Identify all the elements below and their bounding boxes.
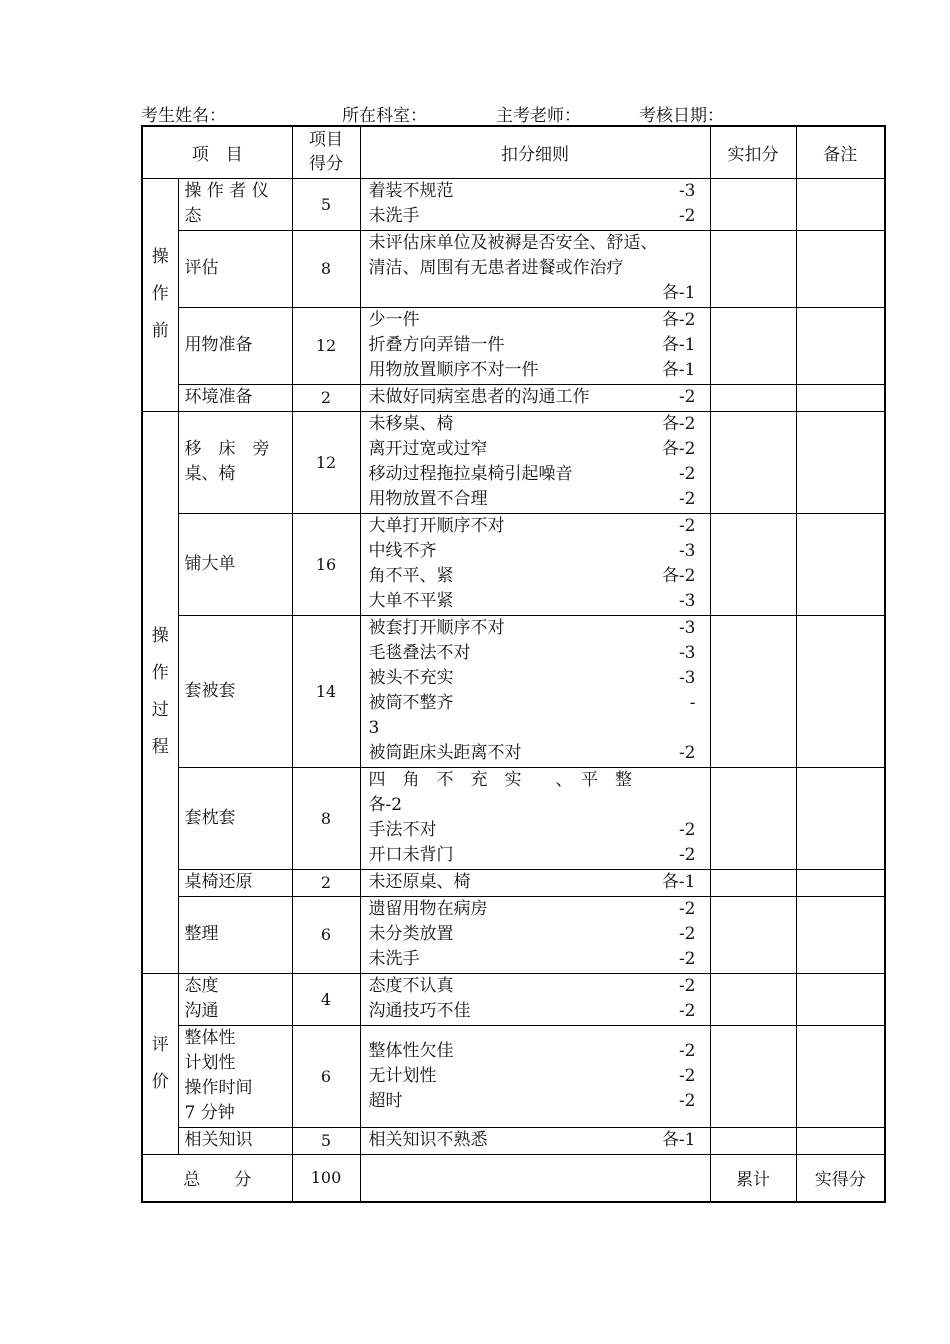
rule-line xyxy=(369,947,702,972)
rule-line xyxy=(369,793,702,818)
rule-deduction: 各-1 xyxy=(661,360,696,380)
section-category-char: 价 xyxy=(151,1071,169,1092)
item-name-line: 套枕套 xyxy=(184,807,236,828)
item-name xyxy=(178,384,292,411)
rule-deduction: -3 xyxy=(678,181,696,201)
header-item: 项 目 xyxy=(142,126,292,178)
rule-deduction: -2 xyxy=(678,820,696,840)
section-category xyxy=(142,411,178,973)
rule-deduction xyxy=(696,256,702,281)
rule-deduction xyxy=(696,793,702,818)
rule-deduction: -3 xyxy=(678,668,696,688)
remarks-cell[interactable] xyxy=(796,178,885,230)
rule-text: 用物放置不合理 xyxy=(368,489,488,509)
item-name-line: 铺大单 xyxy=(184,553,236,574)
rule-deduction: -2 xyxy=(678,387,696,407)
item-name-line: 用物准备 xyxy=(184,335,253,355)
rule-deduction: 各-1 xyxy=(661,335,696,355)
department-label: 所在科室： xyxy=(342,106,427,126)
section-category-char: 前 xyxy=(151,321,169,341)
remarks-cell[interactable] xyxy=(796,384,885,411)
rule-deduction: -2 xyxy=(678,949,696,969)
table-row xyxy=(142,307,885,384)
remarks-cell[interactable] xyxy=(796,1025,885,1127)
section-category-char: 过 xyxy=(151,700,169,720)
rule-deduction: -3 xyxy=(678,618,696,638)
rule-line xyxy=(369,974,702,999)
table-row xyxy=(142,178,885,230)
deduction-rules xyxy=(360,973,710,1025)
item-name-line: 环境准备 xyxy=(184,387,253,407)
rule-deduction: -2 xyxy=(678,845,696,865)
rule-line xyxy=(369,204,702,229)
section-category-char: 操 xyxy=(151,247,169,267)
rule-line xyxy=(369,179,702,204)
rule-deduction: - xyxy=(689,693,696,713)
item-name xyxy=(178,1127,292,1154)
table-header-row xyxy=(142,126,885,178)
item-name-line: 桌椅还原 xyxy=(184,872,253,892)
examiner-label: 主考老师： xyxy=(496,106,581,126)
item-name-line: 评估 xyxy=(184,258,219,278)
rule-line xyxy=(369,437,702,462)
rule-text: 未洗手 xyxy=(368,949,420,969)
total-row xyxy=(142,1154,885,1202)
rule-text: 角不平、紧 xyxy=(368,566,454,586)
rule-text: 开口未背门 xyxy=(368,845,454,865)
remarks-cell[interactable] xyxy=(796,615,885,767)
item-score: 16 xyxy=(292,513,360,615)
item-name-line: 整体性 xyxy=(184,1028,236,1048)
rule-text: 3 xyxy=(368,718,380,738)
section-category-char: 操 xyxy=(151,626,169,646)
deduction-rules xyxy=(360,767,710,869)
rule-line xyxy=(369,308,702,333)
header-actual-deduction: 实扣分 xyxy=(710,126,796,178)
rule-line xyxy=(369,1128,702,1153)
actual-deduction-cell[interactable] xyxy=(710,1025,796,1127)
rule-text: 手法不对 xyxy=(368,820,437,840)
item-name xyxy=(178,411,292,513)
item-name-line: 套被套 xyxy=(184,680,236,701)
rule-deduction: -2 xyxy=(678,976,696,996)
item-name-line: 整理 xyxy=(184,924,219,944)
table-row xyxy=(142,869,885,896)
rule-text: 离开过宽或过窄 xyxy=(368,439,488,459)
rule-text: 沟通技巧不佳 xyxy=(368,1001,471,1021)
rule-line xyxy=(369,922,702,947)
section-category-char: 评 xyxy=(151,1034,169,1055)
deduction-rules xyxy=(360,1025,710,1127)
rule-deduction xyxy=(696,768,702,793)
rule-deduction: -2 xyxy=(678,1065,696,1086)
rule-line xyxy=(369,281,702,306)
rule-deduction: -2 xyxy=(678,464,696,484)
deduction-rules xyxy=(360,230,710,307)
section-category xyxy=(142,178,178,411)
item-name xyxy=(178,615,292,767)
rule-text: 折叠方向弄错一件 xyxy=(368,335,505,355)
actual-deduction-cell[interactable] xyxy=(710,513,796,615)
rule-line xyxy=(369,843,702,868)
actual-deduction-cell[interactable] xyxy=(710,384,796,411)
rule-text: 用物放置顺序不对一件 xyxy=(368,360,539,380)
rule-line xyxy=(369,564,702,589)
rule-deduction: 各-2 xyxy=(661,566,696,586)
deduction-rules xyxy=(360,869,710,896)
rule-text: 着装不规范 xyxy=(368,181,454,201)
rule-text: 超时 xyxy=(368,1090,403,1111)
actual-deduction-cell[interactable] xyxy=(710,307,796,384)
item-name-line: 操 作 者 仪 xyxy=(184,181,269,201)
rule-line xyxy=(369,385,702,410)
item-name-line: 7 分钟 xyxy=(184,1103,235,1123)
table-row xyxy=(142,973,885,1025)
rule-text: 大单不平紧 xyxy=(368,591,454,611)
rule-text: 大单打开顺序不对 xyxy=(368,516,505,536)
rule-text: 无计划性 xyxy=(368,1065,437,1086)
remarks-cell[interactable] xyxy=(796,869,885,896)
remarks-cell[interactable] xyxy=(796,973,885,1025)
item-name-line: 态度 xyxy=(184,976,219,996)
actual-deduction-cell[interactable] xyxy=(710,973,796,1025)
rule-deduction xyxy=(696,231,702,256)
section-category xyxy=(142,973,178,1154)
actual-deduction-cell[interactable] xyxy=(710,178,796,230)
item-score: 5 xyxy=(292,178,360,230)
table-row xyxy=(142,411,885,513)
rule-deduction: -2 xyxy=(678,206,696,226)
item-name-line: 相关知识 xyxy=(184,1130,253,1150)
item-score: 5 xyxy=(292,1127,360,1154)
header-rules: 扣分细则 xyxy=(360,126,710,178)
rule-deduction: -3 xyxy=(678,591,696,611)
rule-deduction: -2 xyxy=(678,743,696,763)
deduction-rules xyxy=(360,307,710,384)
item-score: 8 xyxy=(292,767,360,869)
rule-text: 四 角 不 充 实 、 平 整 xyxy=(368,770,632,790)
rule-line xyxy=(369,691,702,716)
rule-text: 被筒距床头距离不对 xyxy=(368,743,522,763)
header-remarks: 备注 xyxy=(796,126,885,178)
actual-deduction-cell[interactable] xyxy=(710,230,796,307)
item-score: 14 xyxy=(292,615,360,767)
rule-line xyxy=(369,1039,702,1064)
rule-text: 未移桌、椅 xyxy=(368,414,454,434)
rule-text: 未做好同病室患者的沟通工作 xyxy=(368,387,590,407)
rule-text: 被头不充实 xyxy=(368,668,454,688)
rule-line xyxy=(369,358,702,383)
rule-line xyxy=(369,999,702,1024)
deduction-rules xyxy=(360,615,710,767)
cumulative-label: 累计 xyxy=(710,1154,796,1202)
header-item-score xyxy=(292,126,360,178)
examinee-name-label: 考生姓名： xyxy=(141,106,226,126)
rule-line xyxy=(369,1064,702,1089)
deduction-rules xyxy=(360,384,710,411)
item-name-line: 沟通 xyxy=(184,1001,219,1021)
rule-line xyxy=(369,897,702,922)
item-name-line: 桌、椅 xyxy=(184,464,236,484)
deduction-rules xyxy=(360,1127,710,1154)
rule-line xyxy=(369,412,702,437)
item-name xyxy=(178,513,292,615)
rule-line xyxy=(369,666,702,691)
rule-deduction: -2 xyxy=(678,1090,696,1111)
form-header xyxy=(141,101,883,125)
rule-line xyxy=(369,1089,702,1114)
item-score: 2 xyxy=(292,384,360,411)
deduction-rules xyxy=(360,178,710,230)
rule-deduction: 各-2 xyxy=(661,414,696,434)
table-row xyxy=(142,384,885,411)
item-name xyxy=(178,869,292,896)
exam-date-label: 考核日期： xyxy=(639,106,724,126)
total-score: 100 xyxy=(292,1154,360,1202)
rule-line xyxy=(369,514,702,539)
item-score: 2 xyxy=(292,869,360,896)
table-row xyxy=(142,230,885,307)
rule-deduction: -2 xyxy=(678,1040,696,1061)
total-rules-empty xyxy=(360,1154,710,1202)
section-category-char: 作 xyxy=(151,663,169,683)
rule-line xyxy=(369,716,702,741)
rule-line xyxy=(369,616,702,641)
section-category-char: 程 xyxy=(151,737,169,757)
item-name-line: 计划性 xyxy=(184,1053,236,1073)
rule-deduction: 各-2 xyxy=(661,439,696,459)
item-name xyxy=(178,973,292,1025)
rule-text: 被筒不整齐 xyxy=(368,693,454,713)
item-score: 12 xyxy=(292,411,360,513)
table-row xyxy=(142,513,885,615)
rule-deduction: -2 xyxy=(678,516,696,536)
rule-line xyxy=(369,870,702,895)
table-row xyxy=(142,1127,885,1154)
actual-deduction-cell[interactable] xyxy=(710,411,796,513)
rule-text: 清洁、周围有无患者进餐或作治疗 xyxy=(368,258,624,278)
header-item-score-line1: 项目 xyxy=(309,130,343,151)
rule-deduction: -2 xyxy=(678,1001,696,1021)
item-name xyxy=(178,307,292,384)
rule-deduction xyxy=(696,716,702,741)
deduction-rules xyxy=(360,411,710,513)
actual-deduction-cell[interactable] xyxy=(710,896,796,973)
rule-deduction: -2 xyxy=(678,924,696,944)
actual-deduction-cell[interactable] xyxy=(710,869,796,896)
remarks-cell[interactable] xyxy=(796,411,885,513)
item-name xyxy=(178,1025,292,1127)
table-row xyxy=(142,896,885,973)
item-score: 12 xyxy=(292,307,360,384)
rule-text: 中线不齐 xyxy=(368,541,437,561)
item-score: 6 xyxy=(292,1025,360,1127)
rule-line xyxy=(369,589,702,614)
item-score: 8 xyxy=(292,230,360,307)
remarks-cell[interactable] xyxy=(796,767,885,869)
rule-line xyxy=(369,641,702,666)
rule-deduction: -3 xyxy=(678,643,696,663)
item-name xyxy=(178,896,292,973)
actual-deduction-cell[interactable] xyxy=(710,767,796,869)
item-name-line: 操作时间 xyxy=(184,1078,253,1098)
rule-text: 整体性欠佳 xyxy=(368,1040,454,1061)
rule-text: 各-2 xyxy=(368,795,403,815)
remarks-cell[interactable] xyxy=(796,307,885,384)
rule-line xyxy=(369,741,702,766)
rule-line xyxy=(369,231,702,256)
rule-line xyxy=(369,487,702,512)
item-score: 6 xyxy=(292,896,360,973)
rule-text: 少一件 xyxy=(368,310,420,330)
actual-deduction-cell[interactable] xyxy=(710,615,796,767)
actual-score-label: 实得分 xyxy=(796,1154,885,1202)
rule-deduction: -3 xyxy=(678,541,696,561)
total-label: 总 分 xyxy=(142,1154,292,1202)
rule-line xyxy=(369,768,702,793)
rule-text: 毛毯叠法不对 xyxy=(368,643,471,663)
table-row xyxy=(142,767,885,869)
item-name xyxy=(178,178,292,230)
rule-deduction: 各-2 xyxy=(661,310,696,330)
deduction-rules xyxy=(360,513,710,615)
scoring-table xyxy=(141,125,886,1203)
rule-text: 未评估床单位及被褥是否安全、舒适、 xyxy=(368,233,658,253)
rule-text: 未洗手 xyxy=(368,206,420,226)
rule-line xyxy=(369,333,702,358)
table-row xyxy=(142,1025,885,1127)
table-row xyxy=(142,615,885,767)
rule-text: 未分类放置 xyxy=(368,924,454,944)
rule-deduction: 各-1 xyxy=(661,283,696,303)
remarks-cell[interactable] xyxy=(796,230,885,307)
rule-text: 被套打开顺序不对 xyxy=(368,618,505,638)
rule-text: 移动过程拖拉桌椅引起噪音 xyxy=(368,464,573,484)
rule-deduction: -2 xyxy=(678,489,696,509)
item-name xyxy=(178,767,292,869)
actual-deduction-cell[interactable] xyxy=(710,1127,796,1154)
rule-line xyxy=(369,462,702,487)
rule-deduction: -2 xyxy=(678,899,696,919)
rule-text: 未还原桌、椅 xyxy=(368,872,471,892)
deduction-rules xyxy=(360,896,710,973)
item-name xyxy=(178,230,292,307)
rule-deduction: 各-1 xyxy=(661,872,696,892)
item-score: 4 xyxy=(292,973,360,1025)
section-category-char: 作 xyxy=(151,284,169,304)
header-item-score-line2: 得分 xyxy=(309,154,343,175)
rule-deduction: 各-1 xyxy=(661,1130,696,1150)
item-name-line: 态 xyxy=(184,206,202,226)
remarks-cell[interactable] xyxy=(796,1127,885,1154)
remarks-cell[interactable] xyxy=(796,896,885,973)
rule-text: 态度不认真 xyxy=(368,976,454,996)
item-name-line: 移 床 旁 xyxy=(184,439,270,459)
rule-line xyxy=(369,818,702,843)
rule-line xyxy=(369,539,702,564)
remarks-cell[interactable] xyxy=(796,513,885,615)
rule-text: 相关知识不熟悉 xyxy=(368,1130,488,1150)
rule-line xyxy=(369,256,702,281)
rule-text: 遗留用物在病房 xyxy=(368,899,488,919)
